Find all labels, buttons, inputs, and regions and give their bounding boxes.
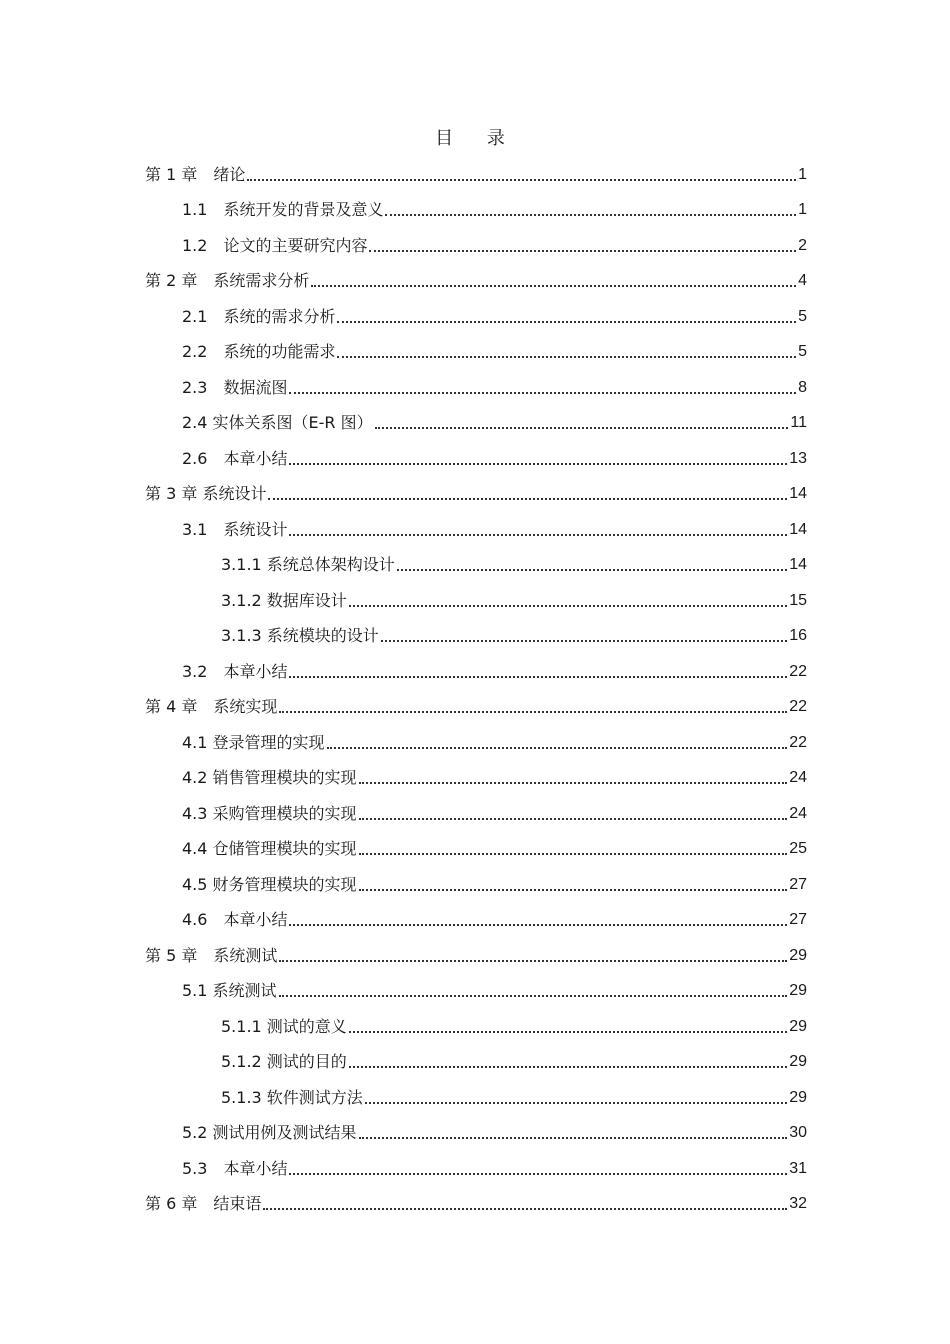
toc-entry[interactable] <box>145 1149 807 1185</box>
toc-entry-title: 4.1 登录管理的实现 <box>182 732 325 752</box>
toc-entry-title: 4.4 仓储管理模块的实现 <box>182 839 357 858</box>
toc-entry[interactable] <box>145 936 807 972</box>
toc-entry-page-number: 22 <box>789 662 807 680</box>
toc-entry-page-number: 2 <box>798 236 807 254</box>
dot-leader <box>289 392 796 394</box>
toc-entry-page-number: 25 <box>789 840 807 857</box>
dot-leader <box>385 214 796 216</box>
toc-entry[interactable] <box>145 297 807 333</box>
toc-entry-title: 4.5 财务管理模块的实现 <box>182 874 357 894</box>
toc-entry[interactable] <box>145 688 807 724</box>
toc-entry[interactable] <box>145 191 807 227</box>
toc-entry-page-number: 4 <box>798 272 807 289</box>
dot-leader <box>279 711 787 713</box>
dot-leader <box>289 924 787 926</box>
toc-entry[interactable] <box>145 510 807 546</box>
toc-entry-page-number: 22 <box>789 698 807 715</box>
toc-entry[interactable] <box>145 1043 807 1079</box>
toc-entry-title: 4.6 本章小结 <box>182 910 288 929</box>
toc-entry-page-number: 1 <box>798 165 807 183</box>
dot-leader <box>397 569 787 571</box>
toc-entry[interactable] <box>145 1007 807 1043</box>
toc-entry-page-number: 27 <box>789 875 807 893</box>
toc-entry[interactable] <box>145 972 807 1008</box>
toc-list <box>145 155 807 1220</box>
toc-entry-title: 第 5 章 系统测试 <box>145 945 278 965</box>
toc-entry-title: 第 4 章 系统实现 <box>145 697 278 716</box>
dot-leader <box>359 1137 788 1139</box>
toc-entry-page-number: 13 <box>789 449 807 467</box>
toc-entry-title: 5.1 系统测试 <box>182 981 277 1000</box>
toc-entry-title: 2.1 系统的需求分析 <box>182 306 336 326</box>
toc-entry-page-number: 24 <box>789 804 807 822</box>
toc-entry-page-number: 32 <box>789 1195 807 1212</box>
toc-entry-page-number: 30 <box>789 1124 807 1141</box>
dot-leader <box>337 321 796 323</box>
toc-entry-page-number: 22 <box>789 733 807 751</box>
toc-entry[interactable] <box>145 617 807 653</box>
toc-entry-title: 第 6 章 结束语 <box>145 1194 262 1213</box>
dot-leader <box>279 995 788 997</box>
toc-entry-page-number: 29 <box>789 1017 807 1035</box>
toc-entry[interactable] <box>145 368 807 404</box>
dot-leader <box>289 534 787 536</box>
toc-entry-page-number: 29 <box>789 982 807 999</box>
toc-entry-title: 1.2 论文的主要研究内容 <box>182 235 368 255</box>
toc-entry-page-number: 31 <box>789 1159 807 1177</box>
toc-entry[interactable] <box>145 759 807 795</box>
dot-leader <box>268 498 787 500</box>
toc-entry-title: 4.3 采购管理模块的实现 <box>182 803 357 823</box>
toc-entry-title: 3.2 本章小结 <box>182 661 288 681</box>
toc-entry[interactable] <box>145 723 807 759</box>
toc-entry-page-number: 16 <box>789 627 807 644</box>
toc-entry-page-number: 14 <box>789 520 807 538</box>
toc-entry-page-number: 29 <box>789 1088 807 1106</box>
toc-entry[interactable] <box>145 262 807 298</box>
toc-entry-page-number: 29 <box>789 1053 807 1070</box>
toc-entry-page-number: 29 <box>789 946 807 964</box>
toc-entry-title: 5.1.1 测试的意义 <box>221 1016 347 1036</box>
toc-entry[interactable] <box>145 652 807 688</box>
toc-entry-title: 2.4 实体关系图（E-R 图） <box>182 413 373 432</box>
toc-entry-title: 第 3 章 系统设计 <box>145 484 267 503</box>
toc-entry[interactable] <box>145 1185 807 1221</box>
dot-leader <box>247 179 796 181</box>
toc-entry[interactable] <box>145 1114 807 1150</box>
toc-entry-page-number: 27 <box>789 911 807 928</box>
dot-leader <box>289 1173 787 1175</box>
toc-entry-title: 2.3 数据流图 <box>182 377 288 397</box>
toc-entry-title: 2.6 本章小结 <box>182 448 288 468</box>
toc-title: 目 录 <box>435 128 519 149</box>
dot-leader <box>327 747 788 749</box>
dot-leader <box>359 853 788 855</box>
dot-leader <box>289 676 787 678</box>
dot-leader <box>359 889 788 891</box>
toc-entry[interactable] <box>145 546 807 582</box>
dot-leader <box>337 356 796 358</box>
toc-entry-title: 3.1 系统设计 <box>182 519 288 539</box>
toc-entry-title: 5.1.2 测试的目的 <box>221 1052 347 1071</box>
toc-entry-page-number: 8 <box>798 378 807 396</box>
dot-leader <box>263 1208 787 1210</box>
toc-entry[interactable] <box>145 865 807 901</box>
toc-entry-page-number: 5 <box>798 307 807 325</box>
toc-entry[interactable] <box>145 333 807 369</box>
toc-entry-title: 3.1.1 系统总体架构设计 <box>221 555 395 574</box>
toc-entry-title: 第 2 章 系统需求分析 <box>145 271 310 290</box>
toc-entry-page-number: 5 <box>798 343 807 360</box>
toc-entry-title: 3.1.2 数据库设计 <box>221 590 347 610</box>
dot-leader <box>349 605 787 607</box>
dot-leader <box>365 1102 787 1104</box>
toc-entry-page-number: 24 <box>789 769 807 786</box>
dot-leader <box>311 285 796 287</box>
toc-entry[interactable] <box>145 439 807 475</box>
toc-entry[interactable] <box>145 404 807 440</box>
toc-entry-title: 5.3 本章小结 <box>182 1158 288 1178</box>
dot-leader <box>359 818 788 820</box>
toc-entry-title: 5.2 测试用例及测试结果 <box>182 1123 357 1142</box>
toc-entry-title: 4.2 销售管理模块的实现 <box>182 768 357 787</box>
toc-entry-title: 2.2 系统的功能需求 <box>182 342 336 361</box>
dot-leader <box>369 250 796 252</box>
toc-entry-title: 5.1.3 软件测试方法 <box>221 1087 363 1107</box>
dot-leader <box>359 782 788 784</box>
toc-entry-page-number: 14 <box>789 485 807 502</box>
toc-entry-title: 1.1 系统开发的背景及意义 <box>182 200 384 219</box>
toc-entry[interactable] <box>145 794 807 830</box>
toc-entry[interactable] <box>145 830 807 866</box>
dot-leader <box>349 1066 787 1068</box>
toc-entry[interactable] <box>145 1078 807 1114</box>
toc-entry-page-number: 11 <box>790 414 807 431</box>
dot-leader <box>279 960 787 962</box>
toc-entry-title: 第 1 章 绪论 <box>145 164 246 184</box>
toc-entry-page-number: 15 <box>789 591 807 609</box>
dot-leader <box>375 427 789 429</box>
toc-entry[interactable] <box>145 226 807 262</box>
toc-entry-page-number: 1 <box>798 201 807 218</box>
toc-entry[interactable] <box>145 901 807 937</box>
toc-entry[interactable] <box>145 581 807 617</box>
dot-leader <box>349 1031 787 1033</box>
toc-entry[interactable] <box>145 475 807 511</box>
dot-leader <box>289 463 787 465</box>
toc-entry-title: 3.1.3 系统模块的设计 <box>221 626 379 645</box>
toc-entry[interactable] <box>145 155 807 191</box>
toc-entry-page-number: 14 <box>789 556 807 573</box>
dot-leader <box>381 640 787 642</box>
